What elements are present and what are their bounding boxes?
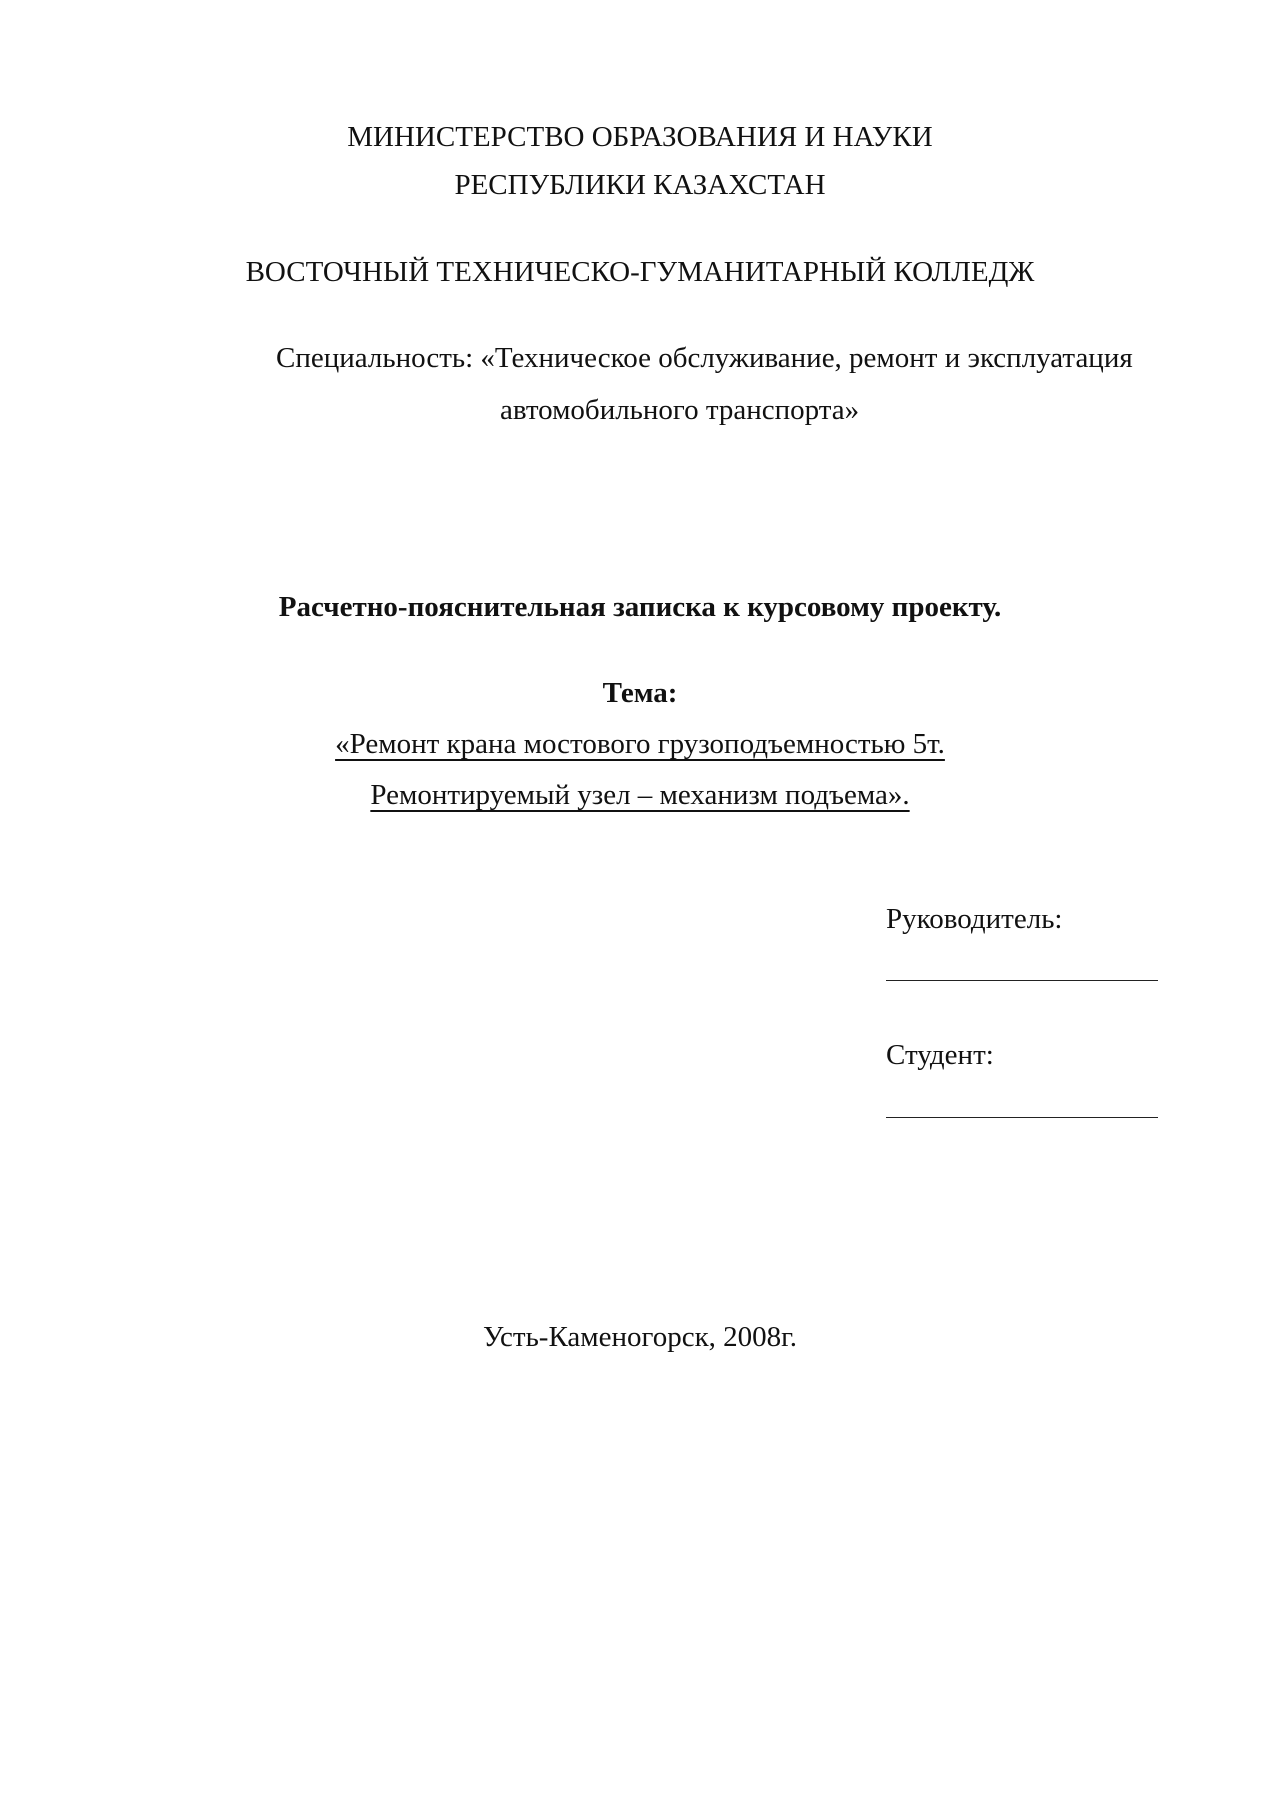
- document-title: Расчетно-пояснительная записка к курсовому проекту.: [278, 591, 1002, 623]
- ministry-line-1: МИНИСТЕРСТВО ОБРАЗОВАНИЯ И НАУКИ: [347, 121, 933, 153]
- topic-label: Тема:: [602, 677, 678, 709]
- topic-line-2: [0, 778, 1280, 813]
- college-name: ВОСТОЧНЫЙ ТЕХНИЧЕСКО-ГУМАНИТАРНЫЙ КОЛЛЕДЖ: [245, 256, 1035, 288]
- topic-line-1-text: «Ремонт крана мостового грузоподъемностью 5т.: [335, 728, 945, 760]
- city-year: Усть-Каменогорск, 2008г.: [482, 1321, 798, 1353]
- topic-line-1: [0, 727, 1280, 762]
- supervisor-label: Руководитель:: [886, 903, 1063, 935]
- topic-line-2-text: Ремонтируемый узел – механизм подъема».: [370, 779, 910, 811]
- supervisor-signature-line: [886, 980, 1158, 981]
- ministry-line-2: РЕСПУБЛИКИ КАЗАХСТАН: [454, 169, 826, 201]
- specialty-line-2: автомобильного транспорта»: [500, 394, 860, 426]
- student-label: Студент:: [886, 1039, 994, 1071]
- specialty-line-1: Специальность: «Техническое обслуживание, ремонт и эксплуатация: [276, 342, 1133, 374]
- student-signature-line: [886, 1117, 1158, 1118]
